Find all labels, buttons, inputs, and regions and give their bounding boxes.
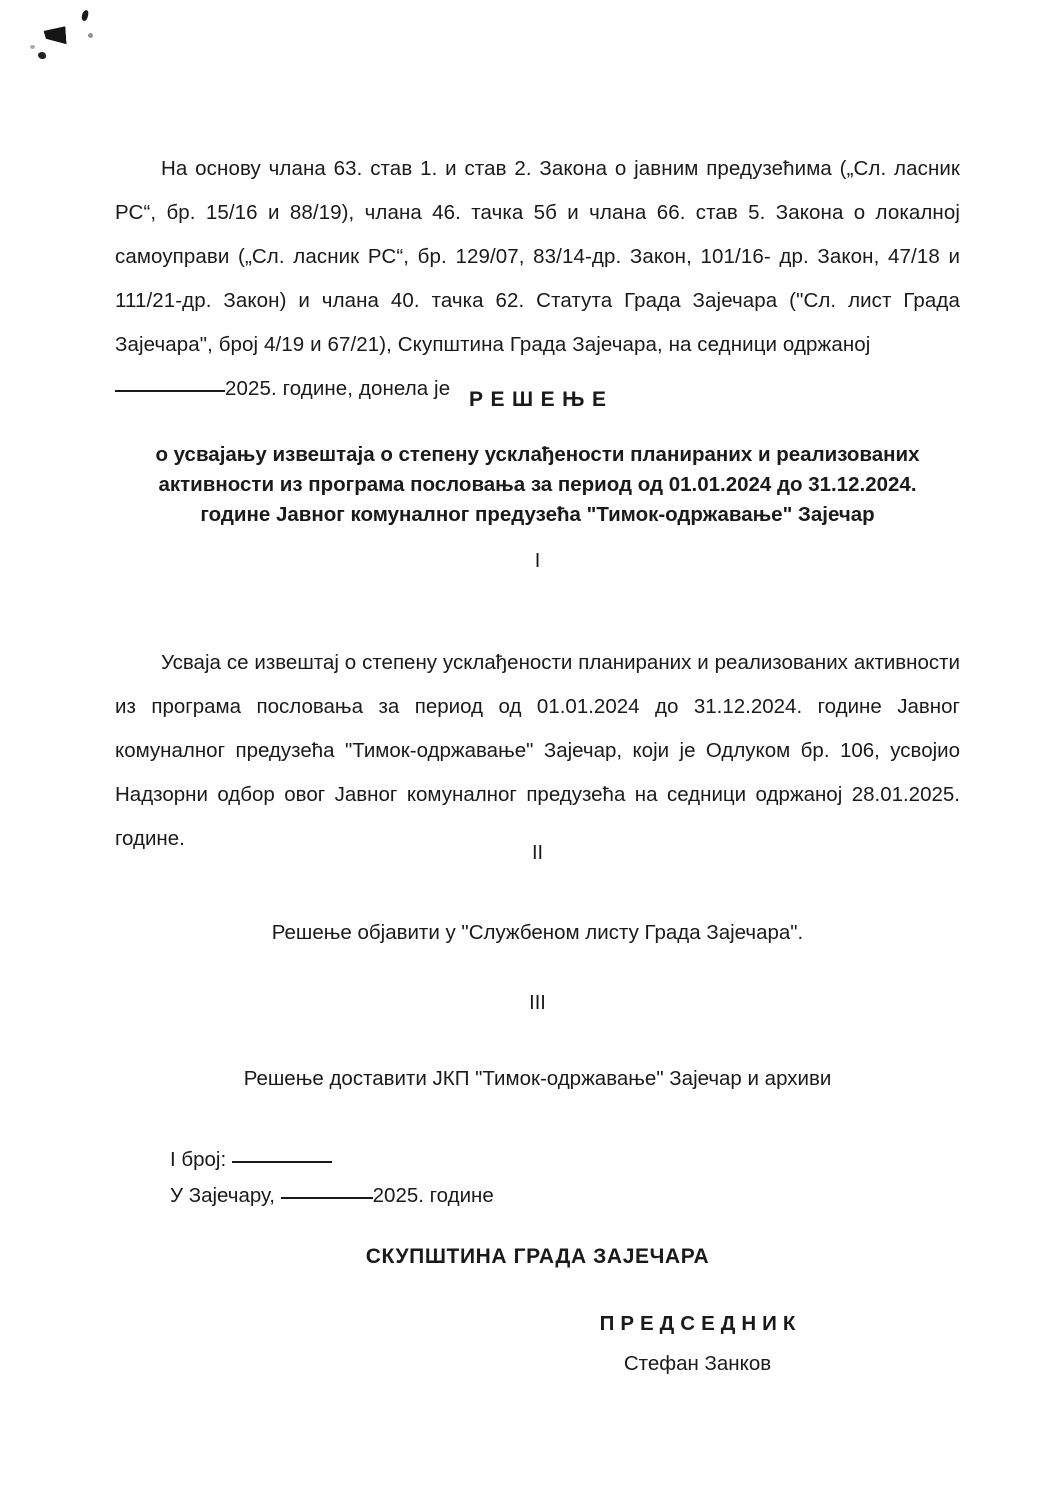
section-i-text: Усваја се извештај о степену усклађености планираних и реализованих активности из програма пословања за период од 01.01.2024 до 31.12.2024. године Јавног комуналног предузећа "Тимок-одржавање" Зајечар, који је Одлуком бр. 106, усвојио Надзорни одбор овог Јавног комуналног предузећа на седници одржаној 28.01.2025. године. bbox=[115, 650, 960, 850]
section-i-body bbox=[115, 641, 960, 861]
scan-artifact-speck bbox=[81, 9, 89, 21]
section-ii-body: Решење објавити у "Службеном листу Града Зајечара". bbox=[271, 921, 804, 944]
subtitle-line-3: године Јавног комуналног предузећа "Тимок-одржавање" Зајечар bbox=[200, 503, 875, 526]
document-title: РЕШЕЊЕ bbox=[469, 388, 614, 411]
place-date-line bbox=[170, 1178, 494, 1214]
scan-artifact-speck bbox=[30, 45, 35, 49]
place-label: У Зајечару, bbox=[170, 1184, 275, 1207]
assembly-name: СКУПШТИНА ГРАДА ЗАЈЕЧАРА bbox=[365, 1245, 710, 1268]
footer-reference-block bbox=[170, 1142, 494, 1214]
document-number-label: I број: bbox=[170, 1148, 227, 1171]
scan-artifact-ink-blot bbox=[43, 26, 66, 45]
section-marker-iii: III bbox=[529, 992, 546, 1014]
subtitle-line-2: активности из програма пословања за период од 01.01.2024 до 31.12.2024. bbox=[158, 473, 917, 496]
president-title: ПРЕДСЕДНИК bbox=[599, 1312, 802, 1335]
document-subtitle bbox=[115, 440, 960, 530]
section-marker-i: I bbox=[534, 550, 541, 572]
president-name: Стефан Занков bbox=[623, 1352, 772, 1375]
scan-artifact-speck bbox=[38, 52, 46, 59]
place-year-text: 2025. године bbox=[372, 1184, 494, 1207]
section-marker-ii: II bbox=[531, 842, 544, 864]
preamble-paragraph bbox=[115, 147, 960, 411]
scan-artifact-speck bbox=[88, 33, 93, 38]
place-date-blank-field[interactable] bbox=[281, 1197, 373, 1199]
preamble-text: На основу члана 63. став 1. и став 2. Закона о јавним предузећима („Сл. ласник РС“, бр. 15/16 и 88/19), члана 46. тачка 5б и члана 66. став 5. Закона о локалној самоуправи („Сл. ласник РС“, бр. 129/07, 83/14-др. Закон, 101/16- др. Закон, 47/18 и 111/21-др. Закон) и члана 40. тачка 62. Статута Града Зајечара ("Сл. лист Града Зајечара", број 4/19 и 67/21), Скупштина Града Зајечара, на седници одржаној bbox=[115, 156, 960, 356]
document-number-blank-field[interactable] bbox=[232, 1161, 332, 1163]
document-number-line bbox=[170, 1142, 494, 1178]
section-iii-body: Решење доставити ЈКП "Тимок-одржавање" Зајечар и архиви bbox=[243, 1067, 832, 1090]
subtitle-line-1: о усвајању извештаја о степену усклађености планираних и реализованих bbox=[155, 443, 920, 466]
preamble-year-text: 2025. године, донела је bbox=[225, 376, 451, 400]
